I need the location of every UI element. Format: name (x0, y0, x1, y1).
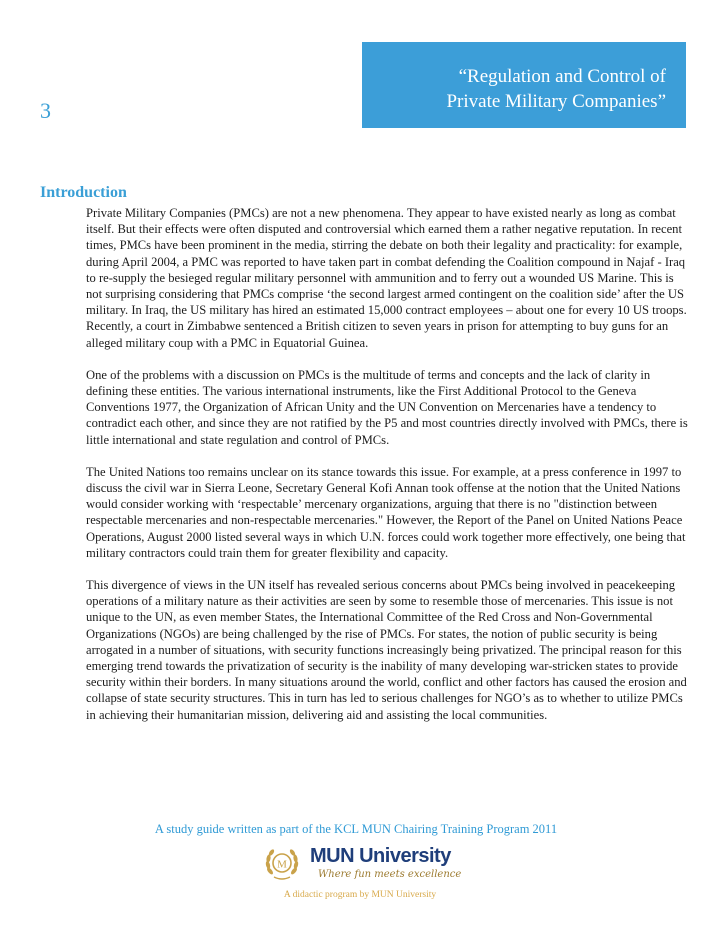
page-number: 3 (40, 98, 51, 123)
title-banner (362, 42, 686, 128)
logo-tagline: Where fun meets excellence (318, 869, 462, 880)
mun-university-logo (262, 843, 462, 883)
laurel-emblem-icon (262, 843, 302, 883)
paragraph: Private Military Companies (PMCs) are not a new phenomena. They appear to have existed nearly as long as combat itself. But their effects were often disputed and controversial which earned them a rather negative reputation. In recent times, PMCs have been prominent in the media, stirring the debate on both their legality and practicality: for example, during April 2004, a PMC was reported to have taken part in combat defending the Coalition compound in Najaf - Iraq to re-supply the besieged regular military personnel with ammunition and to ferry out a wounded US Marine. This is not surprising considering that PMCs comprise ‘the second largest armed contingent on the coalition side’ after the US military. In Iraq, the US military has hired an estimated 15,000 contract employees – about one for every 10 US troops. Recently, a court in Zimbabwe sentenced a British citizen to seven years in prison for attempting to buy guns for an alleged military coup with a PMC in Equatorial Guinea. (86, 206, 687, 350)
logo-wordmark: MUN University (310, 845, 451, 867)
section-heading: Introduction (40, 184, 127, 201)
paragraph: This divergence of views in the UN itself has revealed serious concerns about PMCs being involved in peacekeeping operations of a military nature as their activities are seen by some to resemble those of mercenaries. This issue is not unique to the UN, as even member States, the International Committee of the Red Cross and Non-Governmental Organizations (NGOs) are being challenged by the rise of PMCs. For states, the notion of public security is being arrogated in a number of situations, with security functions increasingly being privatized. The principal reason for this emerging trend towards the privatization of security is the inability of many developing war-stricken states to provide security within their borders. In many situations around the world, conflict and other factors has caused the erosion and collapse of state security structures. This in turn has led to serious challenges for NGO’s as to whether to utilize PMCs in achieving their humanitarian mission, delivering aid and assisting the local communities. (86, 578, 687, 722)
paragraph: The United Nations too remains unclear on its stance towards this issue. For example, at a press conference in 1997 to discuss the civil war in Sierra Leone, Secretary General Kofi Annan took offense at the notion that the United Nations would consider working with ‘respectable’ mercenary organizations, arguing that there is no "distinction between respectable mercenaries and non-respectable mercenaries." However, the Report of the Panel on United Nations Peace Operations, August 2000 listed several ways in which U.N. forces could work together more effectively, one being that military contractors could train them for greater flexibility and capacity. (86, 464, 686, 560)
title-line-2: Private Military Companies” (446, 91, 666, 112)
study-guide-note (0, 822, 728, 837)
didactic-note (0, 890, 728, 900)
body-text (86, 205, 690, 739)
didactic-note-text: A didactic program by MUN University (283, 890, 437, 900)
svg-text:M: M (277, 858, 287, 871)
title-line-1: “Regulation and Control of (458, 66, 666, 87)
paragraph: One of the problems with a discussion on PMCs is the multitude of terms and concepts and the lack of clarity in defining these entities. The various international instruments, like the First Additional Protocol to the Geneva Conventions 1977, the Organization of African Unity and the UN Convention on Mercenaries have a tendency to contradict each other, and since they are not ratified by the P5 and most countries directly involved with PMCs, there is little international and state regulation and control of PMCs. (86, 367, 688, 447)
study-guide-note-text: A study guide written as part of the KCL MUN Chairing Training Program 2011 (154, 822, 558, 836)
